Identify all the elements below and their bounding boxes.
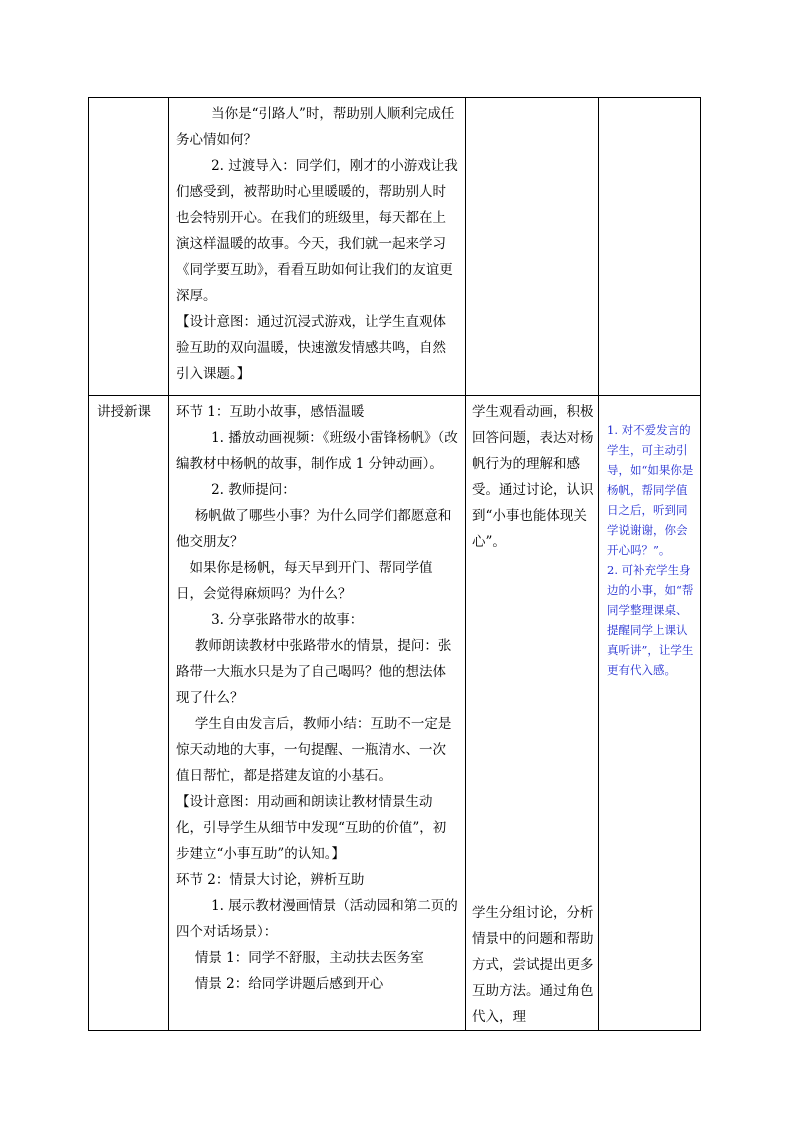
paragraph: 3. 分享张路带水的故事： [211,612,364,628]
notes-cell [599,98,701,396]
table-row [89,396,701,1031]
paragraph: 情景 2：给同学讲题后感到开心 [194,976,384,992]
paragraph: 学生自由发言后，教师小结：互助不一定是惊天动地的大事，一句提醒、一瓶清水、一次值日帮忙，都是搭建友谊的小基石。 [176,716,452,784]
paragraph: 2. 教师提问： [211,482,296,498]
paragraph: 当你是“引路人”时，帮助别人顺利完成任务心情如何？ [176,106,455,148]
note-item: 2. 可补充学生身边的小事，如“帮同学整理课桌、提醒同学上课认真听讲”，让学生更有代入感。 [607,563,694,677]
paragraph: 杨帆做了哪些小事？为什么同学们都愿意和他交朋友？ [176,508,452,550]
section-heading: 环节 2：情景大讨论，辨析互助 [176,872,365,888]
design-intent: 【设计意图：通过沉浸式游戏，让学生直观体验互助的双向温暖，快速激发情感共鸣，自然引入课题。】 [176,314,446,382]
student-activity-cell [466,98,599,396]
section-heading: 环节 1：互助小故事，感悟温暖 [176,404,365,420]
student-text: 学生观看动画，积极回答问题，表达对杨帆行为的理解和感受。通过讨论，认识到“小事也能体现关心”。 [472,404,594,550]
lesson-plan-table [88,97,701,1031]
teacher-activity-cell [169,396,466,1031]
stage-cell-empty [89,98,169,396]
note-item: 1. 对不爱发言的学生，可主动引导，如“如果你是杨帆，帮同学值日之后，听到同学说谢谢，你会开心吗？”。 [607,423,694,557]
student-activity-cell [466,396,599,1031]
design-intent: 【设计意图：用动画和朗读让教材情景生动化，引导学生从细节中发现“互助的价值”，初步建立“小事互助”的认知。】 [176,794,447,862]
paragraph: 情景 1：同学不舒服，主动扶去医务室 [194,950,424,966]
table-row [89,98,701,396]
paragraph: 1. 展示教材漫画情景（活动园和第二页的四个对话场景）： [176,898,458,940]
stage-label: 讲授新课 [97,404,151,420]
paragraph: 如果你是杨帆，每天早到开门、帮同学值日，会觉得麻烦吗？为什么？ [176,560,433,602]
paragraph: 教师朗读教材中张路带水的情景，提问：张路带一大瓶水只是为了自己喝吗？他的想法体现了什么？ [176,638,452,706]
paragraph: 2. 过渡导入：同学们，刚才的小游戏让我们感受到，被帮助时心里暖暖的，帮助别人时也会特别开心。在我们的班级里，每天都在上演这样温暖的故事。今天，我们就一起来学习《同学要互助》，看看互助如何让我们的友谊更深厚。 [176,158,458,304]
notes-cell [599,396,701,1031]
paragraph: 1. 播放动画视频：《班级小雷锋杨帆》（改编教材中杨帆的故事，制作成 1 分钟动画）。 [176,430,458,472]
stage-cell [89,396,169,1031]
teacher-activity-cell [169,98,466,396]
student-text: 学生分组讨论，分析情景中的问题和帮助方式，尝试提出更多互助方法。通过角色代入，理 [472,905,594,1025]
